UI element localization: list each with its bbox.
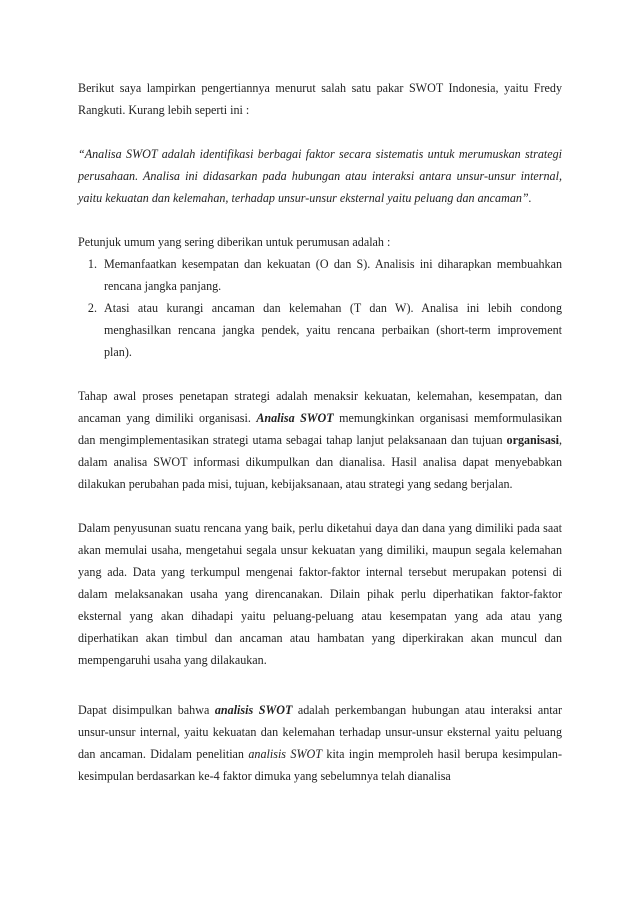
text-run: adalah perkembangan hubungan atau interaksi antar unsur-unsur internal, yaitu kekuatan dan kelemahan terhadap unsur-unsur eksternal yaitu peluang dan ancaman. Didalam penelitian [78,703,563,761]
list-intro: Petunjuk umum yang sering diberikan untuk perumusan adalah : [78,235,391,249]
emphasis-analisa-swot: Analisa SWOT [256,411,334,425]
text-run: , dalam analisa SWOT informasi dikumpulkan dan dianalisa. Hasil analisa dapat menyebabkan dilakukan perubahan pada misi, tujuan, kebijaksanaan, atau strategi yang sedang berjalan. [78,433,562,491]
text-run: memungkinkan organisasi memformulasikan dan mengimplementasikan strategi utama sebagai tahap lanjut pelaksanaan dan tujuan [78,411,562,447]
guideline-list [78,253,562,363]
planning-paragraph: Dalam penyusunan suatu rencana yang baik, perlu diketahui daya dan dana yang dimiliki pada saat akan memulai usaha, mengetahui segala unsur kekuatan yang dimiliki, maupun segala kelemahan yang ada. Data yang terkumpul mengenai faktor-faktor internal tersebut merupakan potensi di dalam melaksanakan usaha yang direncanakan. Dilain pihak perlu diperhatikan faktor-faktor eksternal yang akan dihadapi yaitu peluang-peluang atau kesempatan yang ada atau yang diperhatikan akan timbul dan ancaman atau hambatan yang diperkirakan akan muncul dan mempengaruhi usaha yang dilakaukan. [78,521,562,667]
definition-quote: “Analisa SWOT adalah identifikasi berbagai faktor secara sistematis untuk merumuskan strategi perusahaan. Analisa ini didasarkan pada hubungan atau interaksi antara unsur-unsur internal, yaitu kekuatan dan kelemahan, terhadap unsur-unsur eksternal yaitu peluang dan ancaman”. [78,147,562,205]
text-run: kita ingin memproleh hasil berupa kesimpulan-kesimpulan berdasarkan ke-4 faktor dimuka yang sebelumnya telah dianalisa [78,747,562,783]
text-run: Tahap awal proses penetapan strategi adalah menaksir kekuatan, kelemahan, kesempatan, dan ancaman yang dimiliki organisasi. [78,389,562,425]
intro-paragraph: Berikut saya lampirkan pengertiannya menurut salah satu pakar SWOT Indonesia, yaitu Fredy Rangkuti. Kurang lebih seperti ini : [78,81,562,117]
list-item: 1. Memanfaatkan kesempatan dan kekuatan (O dan S). Analisis ini diharapkan membuahkan rencana jangka panjang. [100,253,562,297]
document-page [78,77,562,787]
list-item: 2. Atasi atau kurangi ancaman dan kelemahan (T dan W). Analisa ini lebih condong menghasilkan rencana jangka pendek, yaitu rencana perbaikan (short-term improvement plan). [100,297,562,363]
emphasis-analisis-swot-2: analisis SWOT [248,747,322,761]
emphasis-organisasi: organisasi [506,433,559,447]
emphasis-analisis-swot: analisis SWOT [214,703,293,717]
text-run: Dapat disimpulkan bahwa [78,703,215,717]
strategy-paragraph [78,385,562,495]
conclusion-paragraph [78,699,562,787]
